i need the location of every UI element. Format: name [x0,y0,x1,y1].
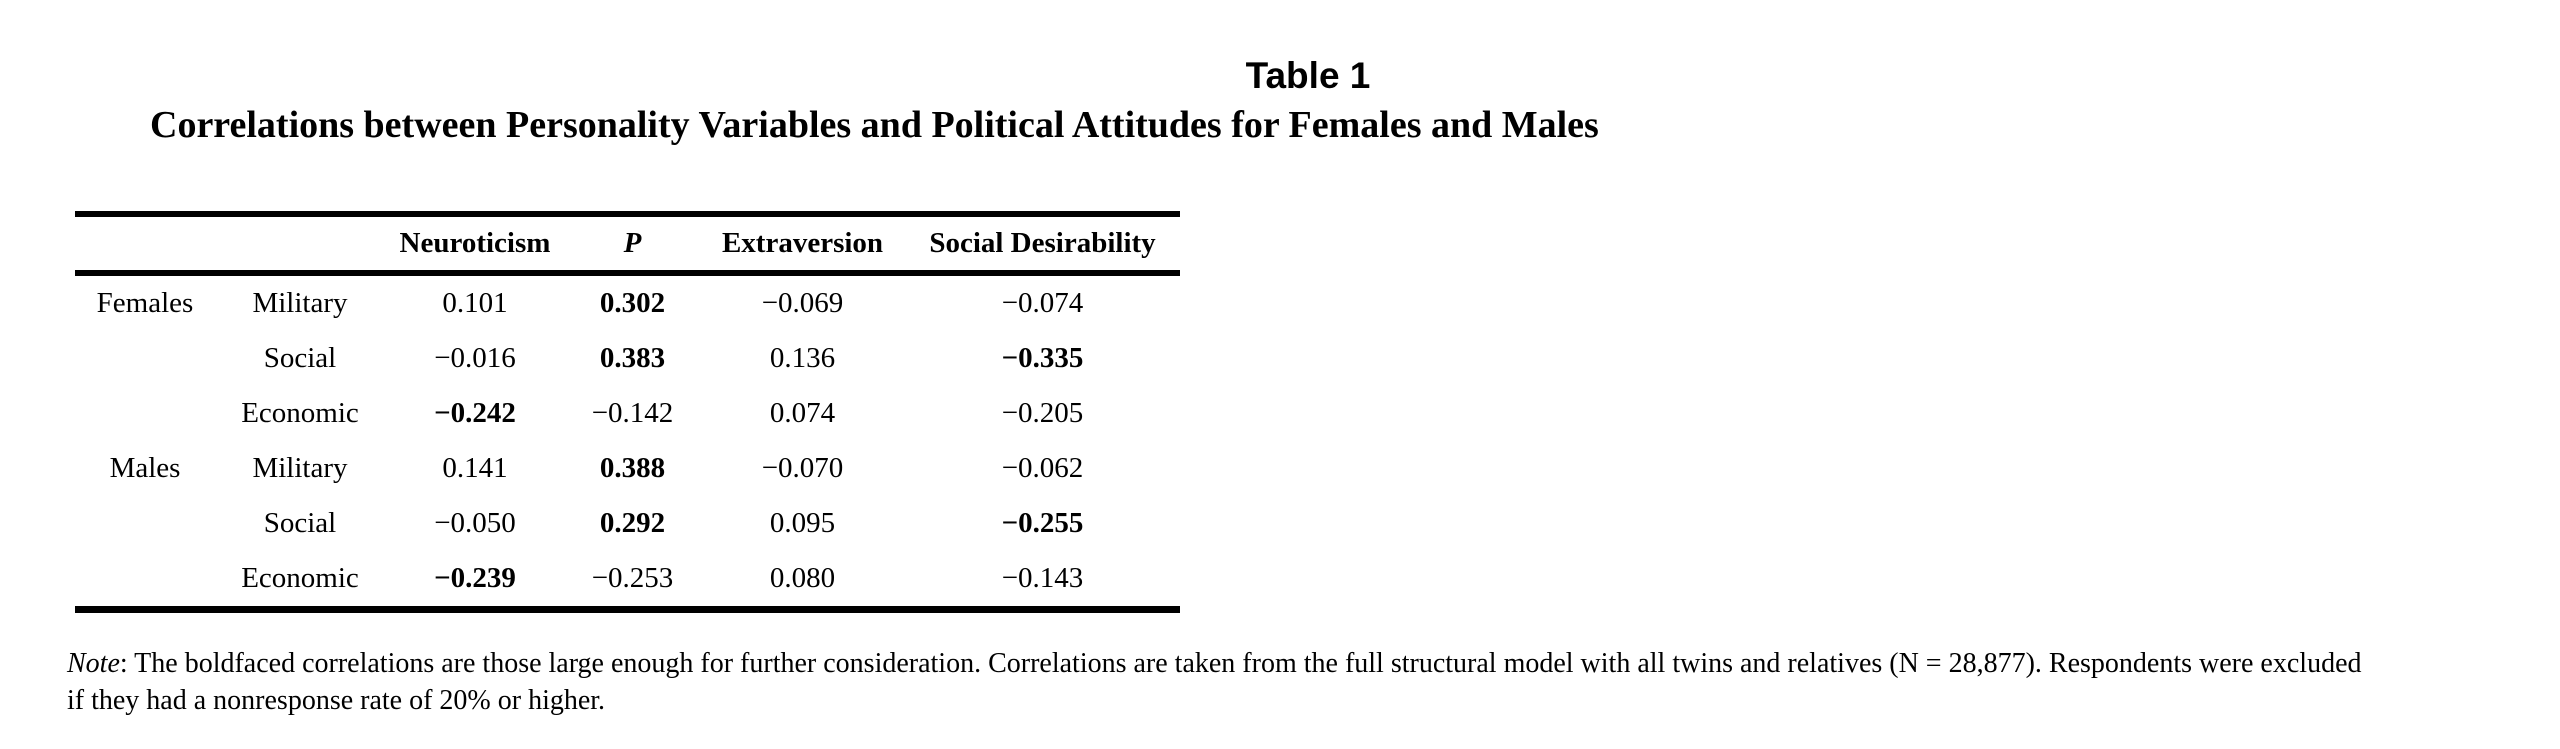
value-cell: −0.335 [1001,342,1084,374]
table-row [75,441,1180,496]
table-row [75,331,1180,386]
value-cell: −0.253 [591,562,674,594]
value-cell: −0.205 [1001,397,1084,429]
scale-cell: Social [263,507,337,539]
table-row [75,273,1180,331]
value-cell: 0.383 [599,342,666,374]
value-cell: 0.136 [769,342,836,374]
group-cell: Males [109,452,181,484]
table-row [75,551,1180,610]
value-cell: −0.050 [434,507,516,539]
header-scale-spacer [215,214,385,273]
correlations-table [75,211,1180,613]
value-cell: 0.388 [599,452,666,484]
group-cell [75,386,215,441]
value-cell: 0.095 [769,507,836,539]
value-cell: −0.016 [434,342,516,374]
header-group-spacer [75,214,215,273]
value-cell: −0.069 [761,287,844,319]
scale-cell: Economic [241,562,359,594]
note-line-1 [67,645,2547,682]
note-label: Note [67,648,120,679]
header-row [75,214,1180,273]
group-cell [75,496,215,551]
value-cell: 0.101 [442,287,508,319]
table-caption: Correlations between Personality Variables and Political Attitudes for Females and Males [150,104,1599,146]
column-header-p: P [565,214,700,273]
value-cell: −0.239 [434,562,516,594]
value-cell: 0.074 [769,397,836,429]
table-row [75,386,1180,441]
value-cell: 0.302 [599,287,666,319]
group-cell [75,551,215,610]
scale-cell: Economic [241,397,359,429]
scale-cell: Military [252,452,348,484]
value-cell: −0.142 [591,397,674,429]
column-header-extraversion: Extraversion [700,214,905,273]
scale-cell: Military [252,287,348,319]
value-cell: −0.074 [1001,287,1084,319]
value-cell: −0.062 [1001,452,1084,484]
note-text: : The boldfaced correlations are those large enough for further consideration. Correlations are taken from the full structural model with all twins and relatives (N = 28,877). Respondents were excluded [119,648,2362,679]
value-cell: −0.143 [1001,562,1084,594]
value-cell: 0.080 [769,562,836,594]
scale-cell: Social [263,342,337,374]
column-header-social-desirability: Social Desirability [905,214,1180,273]
group-cell [75,331,215,386]
value-cell: −0.242 [434,397,516,429]
value-cell: 0.141 [442,452,508,484]
value-cell: −0.070 [761,452,844,484]
table-row [75,496,1180,551]
value-cell: −0.255 [1001,507,1084,539]
group-cell: Females [96,287,194,319]
table-number: Table 1 [1245,55,1371,96]
value-cell: 0.292 [599,507,666,539]
column-header-neuroticism: Neuroticism [385,214,565,273]
note-line-2: if they had a nonresponse rate of 20% or higher. [67,685,606,716]
table-note [67,645,2547,719]
